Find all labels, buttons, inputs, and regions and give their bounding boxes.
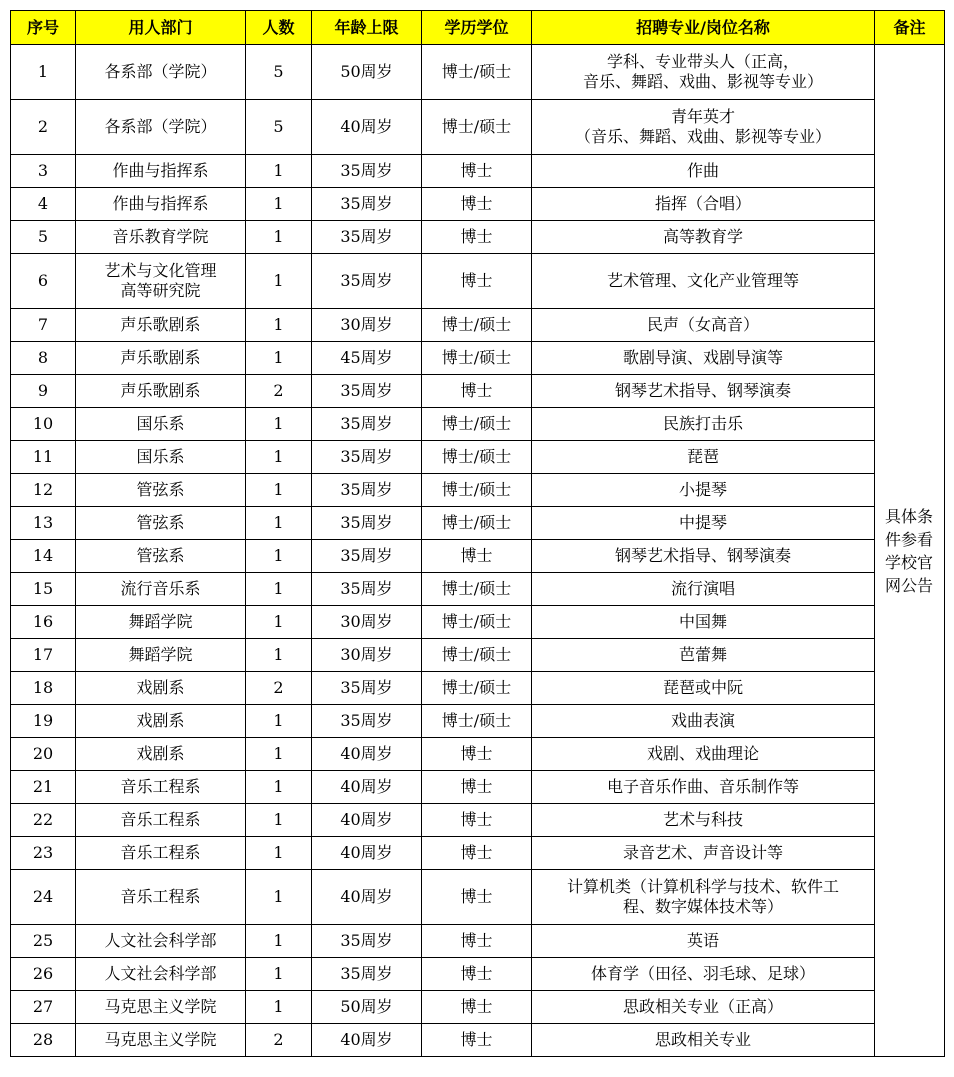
cell-degree: 博士/硕士 (422, 100, 532, 155)
cell-major (532, 309, 875, 342)
cell-age: 40周岁 (312, 738, 422, 771)
cell-count: 1 (246, 309, 312, 342)
cell-degree: 博士/硕士 (422, 408, 532, 441)
cell-major (532, 771, 875, 804)
cell-age: 40周岁 (312, 804, 422, 837)
cell-degree: 博士/硕士 (422, 342, 532, 375)
cell-major (532, 155, 875, 188)
cell-count: 1 (246, 958, 312, 991)
cell-major-line: 艺术与科技 (662, 810, 743, 829)
cell-major-line: 音乐、舞蹈、戏曲、影视等专业） (582, 72, 823, 91)
cell-age: 35周岁 (312, 958, 422, 991)
table-row (11, 155, 945, 188)
cell-dept: 舞蹈学院 (76, 639, 246, 672)
cell-major-line: 录音艺术、声音设计等 (622, 843, 783, 862)
cell-major-line: 民族打击乐 (662, 414, 743, 433)
table-row (11, 991, 945, 1024)
cell-dept: 音乐工程系 (76, 837, 246, 870)
header-note: 备注 (875, 11, 945, 45)
table-row (11, 45, 945, 100)
cell-major (532, 1024, 875, 1057)
cell-count: 5 (246, 100, 312, 155)
cell-degree: 博士 (422, 375, 532, 408)
cell-major (532, 870, 875, 925)
cell-major (532, 540, 875, 573)
table-row (11, 606, 945, 639)
table-row (11, 309, 945, 342)
cell-age: 30周岁 (312, 309, 422, 342)
header-no: 序号 (11, 11, 76, 45)
cell-major-line: 艺术管理、文化产业管理等 (606, 271, 799, 290)
cell-dept: 声乐歌剧系 (76, 309, 246, 342)
cell-dept-line: 高等研究院 (120, 281, 201, 300)
cell-degree: 博士/硕士 (422, 45, 532, 100)
cell-age: 35周岁 (312, 474, 422, 507)
cell-no: 11 (11, 441, 76, 474)
table-body (11, 45, 945, 1057)
cell-major-line: 钢琴艺术指导、钢琴演奏 (614, 381, 791, 400)
table-row (11, 870, 945, 925)
cell-age: 35周岁 (312, 672, 422, 705)
cell-major-line: 思政相关专业 (654, 1030, 751, 1049)
cell-degree: 博士/硕士 (422, 606, 532, 639)
cell-count: 1 (246, 738, 312, 771)
cell-count: 1 (246, 771, 312, 804)
cell-age: 30周岁 (312, 606, 422, 639)
header-count: 人数 (246, 11, 312, 45)
cell-degree: 博士/硕士 (422, 573, 532, 606)
cell-dept: 马克思主义学院 (76, 1024, 246, 1057)
cell-dept: 戏剧系 (76, 672, 246, 705)
table-row (11, 958, 945, 991)
cell-no: 23 (11, 837, 76, 870)
header-row (11, 11, 945, 45)
cell-major (532, 342, 875, 375)
cell-major (532, 639, 875, 672)
cell-dept: 各系部（学院） (76, 100, 246, 155)
cell-age: 35周岁 (312, 155, 422, 188)
cell-major (532, 221, 875, 254)
cell-age: 35周岁 (312, 573, 422, 606)
cell-degree: 博士 (422, 925, 532, 958)
cell-no: 25 (11, 925, 76, 958)
table-row (11, 342, 945, 375)
cell-dept: 作曲与指挥系 (76, 155, 246, 188)
cell-count: 1 (246, 441, 312, 474)
cell-count: 2 (246, 1024, 312, 1057)
cell-no: 20 (11, 738, 76, 771)
table-row (11, 573, 945, 606)
cell-no: 4 (11, 188, 76, 221)
cell-major (532, 925, 875, 958)
cell-age: 35周岁 (312, 408, 422, 441)
cell-degree: 博士 (422, 254, 532, 309)
cell-count: 1 (246, 540, 312, 573)
cell-dept: 声乐歌剧系 (76, 375, 246, 408)
cell-age: 35周岁 (312, 441, 422, 474)
cell-age: 35周岁 (312, 540, 422, 573)
cell-major-line: 歌剧导演、戏剧导演等 (622, 348, 783, 367)
cell-no: 8 (11, 342, 76, 375)
cell-degree: 博士 (422, 991, 532, 1024)
cell-no: 7 (11, 309, 76, 342)
cell-major (532, 45, 875, 100)
cell-no: 21 (11, 771, 76, 804)
cell-degree: 博士 (422, 958, 532, 991)
table-row (11, 100, 945, 155)
cell-age: 35周岁 (312, 254, 422, 309)
header-age: 年龄上限 (312, 11, 422, 45)
cell-major (532, 408, 875, 441)
cell-major-line: 中提琴 (678, 513, 727, 532)
cell-count: 1 (246, 342, 312, 375)
cell-dept: 舞蹈学院 (76, 606, 246, 639)
cell-age: 40周岁 (312, 837, 422, 870)
cell-dept: 马克思主义学院 (76, 991, 246, 1024)
cell-count: 1 (246, 221, 312, 254)
cell-no: 16 (11, 606, 76, 639)
table-row (11, 254, 945, 309)
cell-major-line: 计算机类（计算机科学与技术、软件工 (566, 877, 839, 896)
cell-no: 24 (11, 870, 76, 925)
cell-degree: 博士/硕士 (422, 441, 532, 474)
cell-major (532, 837, 875, 870)
cell-dept: 戏剧系 (76, 705, 246, 738)
cell-degree: 博士 (422, 771, 532, 804)
cell-degree: 博士/硕士 (422, 309, 532, 342)
cell-age: 40周岁 (312, 100, 422, 155)
cell-major-line: 流行演唱 (670, 579, 735, 598)
cell-degree: 博士 (422, 155, 532, 188)
cell-age: 40周岁 (312, 771, 422, 804)
cell-age: 40周岁 (312, 870, 422, 925)
cell-dept: 国乐系 (76, 441, 246, 474)
cell-degree: 博士/硕士 (422, 705, 532, 738)
table-row (11, 540, 945, 573)
cell-degree: 博士 (422, 540, 532, 573)
cell-major-line: 英语 (686, 931, 719, 950)
cell-dept: 音乐工程系 (76, 771, 246, 804)
header-degree: 学历学位 (422, 11, 532, 45)
cell-major-line: 学科、专业带头人（正高， (606, 52, 799, 71)
cell-dept: 作曲与指挥系 (76, 188, 246, 221)
cell-major (532, 738, 875, 771)
cell-major-line: 琵琶 (686, 447, 719, 466)
recruitment-table (10, 10, 945, 1057)
cell-major (532, 474, 875, 507)
cell-major-line: 思政相关专业（正高） (622, 997, 783, 1016)
cell-age: 35周岁 (312, 507, 422, 540)
cell-major (532, 254, 875, 309)
cell-no: 2 (11, 100, 76, 155)
cell-major-line: 民声（女高音） (646, 315, 759, 334)
cell-no: 9 (11, 375, 76, 408)
cell-dept: 戏剧系 (76, 738, 246, 771)
cell-age: 45周岁 (312, 342, 422, 375)
cell-degree: 博士/硕士 (422, 639, 532, 672)
cell-major (532, 188, 875, 221)
cell-no: 6 (11, 254, 76, 309)
cell-count: 1 (246, 254, 312, 309)
cell-degree: 博士/硕士 (422, 672, 532, 705)
table-row (11, 507, 945, 540)
cell-dept: 管弦系 (76, 507, 246, 540)
cell-age: 50周岁 (312, 45, 422, 100)
cell-no: 13 (11, 507, 76, 540)
table-row (11, 925, 945, 958)
cell-major (532, 606, 875, 639)
cell-degree: 博士/硕士 (422, 474, 532, 507)
cell-dept: 管弦系 (76, 474, 246, 507)
cell-degree: 博士 (422, 738, 532, 771)
cell-degree: 博士 (422, 221, 532, 254)
cell-major-line: 戏曲表演 (670, 711, 735, 730)
cell-dept-line: 艺术与文化管理 (104, 261, 217, 280)
cell-dept: 声乐歌剧系 (76, 342, 246, 375)
table-row (11, 804, 945, 837)
cell-no: 26 (11, 958, 76, 991)
cell-major-line: 小提琴 (678, 480, 727, 499)
cell-major-line: 电子音乐作曲、音乐制作等 (606, 777, 799, 796)
cell-major (532, 672, 875, 705)
cell-count: 1 (246, 991, 312, 1024)
cell-dept: 各系部（学院） (76, 45, 246, 100)
cell-count: 1 (246, 155, 312, 188)
cell-major (532, 705, 875, 738)
cell-count: 1 (246, 573, 312, 606)
header-major: 招聘专业/岗位名称 (532, 11, 875, 45)
cell-count: 1 (246, 925, 312, 958)
cell-dept: 音乐教育学院 (76, 221, 246, 254)
cell-no: 15 (11, 573, 76, 606)
cell-no: 14 (11, 540, 76, 573)
table-row (11, 837, 945, 870)
cell-major-line: 青年英才 (670, 107, 735, 126)
table-row (11, 188, 945, 221)
cell-major-line: 芭蕾舞 (678, 645, 727, 664)
cell-major (532, 573, 875, 606)
cell-dept: 音乐工程系 (76, 804, 246, 837)
cell-count: 1 (246, 474, 312, 507)
cell-major-line: 戏剧、戏曲理论 (646, 744, 759, 763)
cell-age: 35周岁 (312, 188, 422, 221)
cell-count: 2 (246, 672, 312, 705)
cell-major (532, 804, 875, 837)
cell-count: 1 (246, 705, 312, 738)
cell-dept: 国乐系 (76, 408, 246, 441)
cell-age: 35周岁 (312, 705, 422, 738)
cell-count: 1 (246, 188, 312, 221)
cell-major (532, 375, 875, 408)
table-row (11, 441, 945, 474)
cell-major-line: 指挥（合唱） (654, 194, 751, 213)
cell-degree: 博士 (422, 804, 532, 837)
cell-major (532, 100, 875, 155)
cell-age: 35周岁 (312, 221, 422, 254)
cell-age: 40周岁 (312, 1024, 422, 1057)
cell-major (532, 991, 875, 1024)
table-row (11, 771, 945, 804)
cell-count: 1 (246, 870, 312, 925)
cell-count: 1 (246, 606, 312, 639)
table-row (11, 375, 945, 408)
cell-major-line: 作曲 (686, 161, 719, 180)
cell-dept: 管弦系 (76, 540, 246, 573)
cell-count: 1 (246, 507, 312, 540)
table-row (11, 639, 945, 672)
cell-dept: 音乐工程系 (76, 870, 246, 925)
cell-major-line: （音乐、舞蹈、戏曲、影视等专业） (574, 127, 831, 146)
cell-no: 17 (11, 639, 76, 672)
cell-count: 1 (246, 408, 312, 441)
cell-age: 35周岁 (312, 375, 422, 408)
cell-dept (76, 254, 246, 309)
cell-major-line: 钢琴艺术指导、钢琴演奏 (614, 546, 791, 565)
cell-dept: 流行音乐系 (76, 573, 246, 606)
cell-major (532, 958, 875, 991)
cell-major-line: 琵琶或中阮 (662, 678, 743, 697)
cell-no: 1 (11, 45, 76, 100)
cell-major (532, 441, 875, 474)
cell-count: 1 (246, 639, 312, 672)
cell-dept: 人文社会科学部 (76, 925, 246, 958)
table-row (11, 474, 945, 507)
cell-no: 10 (11, 408, 76, 441)
cell-major (532, 507, 875, 540)
cell-degree: 博士/硕士 (422, 507, 532, 540)
table-row (11, 705, 945, 738)
cell-no: 19 (11, 705, 76, 738)
cell-no: 18 (11, 672, 76, 705)
cell-age: 35周岁 (312, 925, 422, 958)
cell-age: 50周岁 (312, 991, 422, 1024)
cell-major-line: 中国舞 (678, 612, 727, 631)
cell-degree: 博士 (422, 837, 532, 870)
table-row (11, 1024, 945, 1057)
cell-no: 28 (11, 1024, 76, 1057)
cell-count: 5 (246, 45, 312, 100)
cell-major-line: 体育学（田径、羽毛球、足球） (590, 964, 815, 983)
cell-count: 1 (246, 804, 312, 837)
cell-no: 22 (11, 804, 76, 837)
table-row (11, 672, 945, 705)
cell-major-line: 程、数字媒体技术等） (622, 897, 783, 916)
cell-no: 27 (11, 991, 76, 1024)
cell-degree: 博士 (422, 870, 532, 925)
cell-count: 1 (246, 837, 312, 870)
cell-dept: 人文社会科学部 (76, 958, 246, 991)
cell-age: 30周岁 (312, 639, 422, 672)
cell-major-line: 高等教育学 (662, 227, 743, 246)
table-row (11, 221, 945, 254)
header-dept: 用人部门 (76, 11, 246, 45)
cell-note: 具体条件参看学校官网公告 (875, 45, 945, 1057)
cell-degree: 博士 (422, 1024, 532, 1057)
cell-no: 5 (11, 221, 76, 254)
cell-no: 12 (11, 474, 76, 507)
table-row (11, 408, 945, 441)
cell-count: 2 (246, 375, 312, 408)
table-row (11, 738, 945, 771)
cell-degree: 博士 (422, 188, 532, 221)
cell-no: 3 (11, 155, 76, 188)
